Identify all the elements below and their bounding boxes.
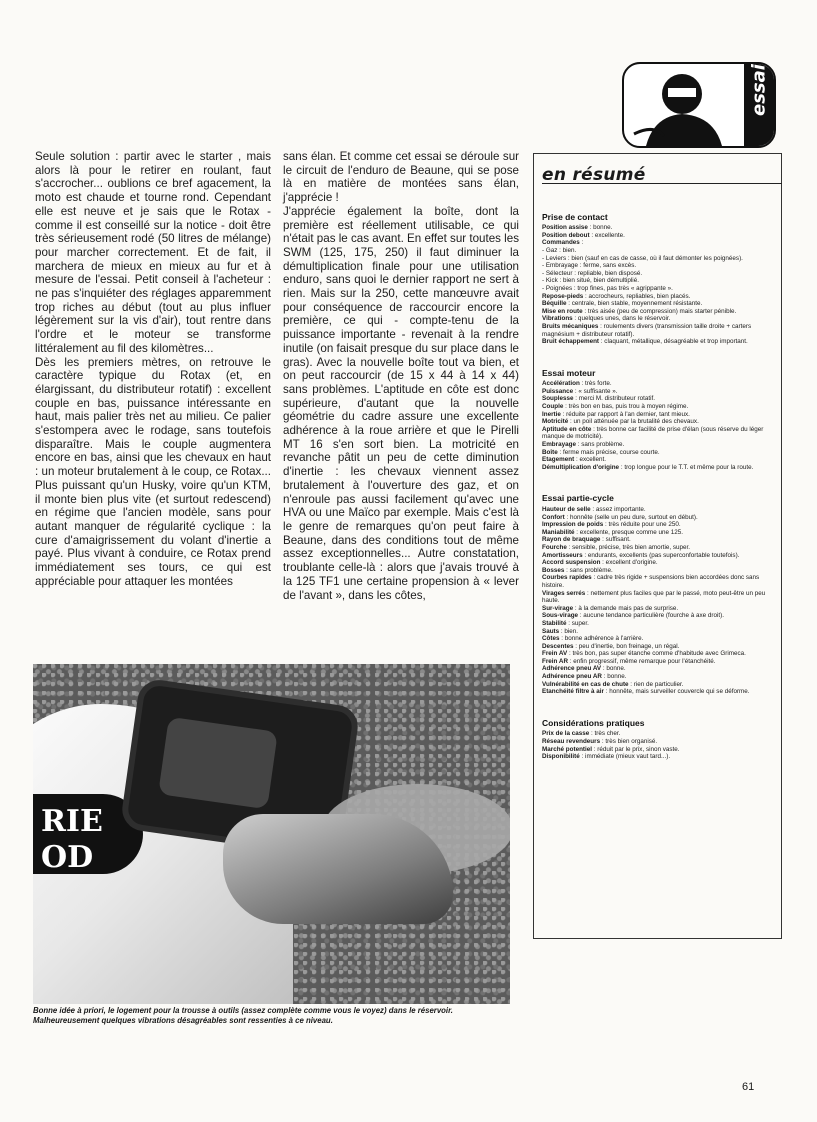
summary-item-text: : suffisant. (600, 536, 631, 544)
summary-item-text: : réduite par rapport à l'an dernier, tant mieux. (560, 410, 690, 418)
summary-item-text: : réduit par le prix, sinon vaste. (592, 745, 680, 753)
summary-item-text: : centrale, bien stable, moyennement résistante. (566, 300, 703, 308)
summary-item-text: : bonne. (587, 224, 613, 232)
photo-tool-kit (33, 664, 510, 1004)
summary-item (542, 650, 773, 658)
summary-section-heading: Prise de contact (542, 211, 608, 222)
summary-item (542, 635, 773, 643)
summary-item-term: Adhérence pneu AR (542, 673, 602, 681)
summary-item (542, 308, 773, 316)
summary-item-term: Vulnérabilité en cas de chute (542, 680, 629, 688)
summary-item-text: : très réduite pour une 250. (603, 521, 681, 529)
page-number: 61 (742, 1081, 755, 1093)
summary-item (542, 315, 773, 323)
summary-item-term: Boîte (542, 448, 558, 456)
summary-item-text: : à la demande mais pas de surprise. (573, 604, 679, 612)
summary-item-text: : très bonne car facilité de prise d'élan (sous réserve du léger manque de motricité). (542, 425, 764, 441)
summary-item-term: Inertie (542, 410, 561, 418)
summary-item (542, 590, 773, 605)
summary-item-term: Accélération (542, 380, 580, 388)
summary-item-term: Etagement (542, 456, 575, 464)
summary-item-term: Descentes (542, 642, 574, 650)
summary-section-heading: Essai moteur (542, 367, 596, 378)
summary-item (542, 628, 773, 636)
summary-box (533, 153, 782, 939)
tank-text-line-2: OD (41, 840, 94, 875)
summary-item (542, 544, 773, 552)
summary-item (542, 441, 773, 449)
summary-item-text: : bien. (559, 627, 579, 635)
summary-item-text: : cadre très rigide + suspensions bien accordées donc sans histoire. (542, 574, 760, 589)
summary-item (542, 746, 773, 754)
summary-item (542, 658, 773, 666)
summary-item-text: : excellente. (589, 231, 625, 239)
summary-title: en résumé (542, 172, 782, 184)
article-column-left (35, 150, 271, 589)
summary-item-term: Commandes (542, 239, 580, 247)
summary-item (542, 323, 773, 338)
summary-item (542, 232, 773, 240)
summary-item-text: - Kick : bien situé, bien démultiplié. (542, 277, 639, 285)
summary-item-text: : sensible, précise, très bien amortie, super. (566, 543, 691, 551)
summary-item-text: : excellent. (574, 456, 607, 464)
essai-logo (622, 62, 776, 148)
summary-item (542, 681, 773, 689)
summary-item-text: : bonne. (601, 673, 627, 681)
summary-item (542, 730, 773, 738)
summary-item (542, 559, 773, 567)
summary-item-text: : un poil atténuée par la brutalité des chevaux. (568, 418, 699, 426)
summary-item-text: : (579, 239, 584, 247)
summary-item (542, 536, 773, 544)
summary-item-text: : honnête, mais surveiller couvercle qui se déforme. (603, 688, 750, 696)
summary-item-text: : très cher. (589, 730, 621, 738)
summary-item-text: : trop longue pour le T.T. et même pour la route. (619, 463, 754, 471)
summary-item (542, 456, 773, 464)
summary-item-text: - Gaz : bien. (542, 246, 577, 254)
summary-item (542, 418, 773, 426)
summary-item (542, 239, 773, 247)
summary-item-term: Rayon de braquage (542, 536, 601, 544)
summary-item (542, 506, 773, 514)
photo-caption: Bonne idée à priori, le logement pour la trousse à outils (assez complète comme vous le voyez) dans le réservoir. Malheureusement quelques vibrations désagréables sont ressenties à ce niveau. (33, 1006, 453, 1025)
summary-item-term: Amortisseurs (542, 551, 583, 559)
summary-item-text: - Poignées : trop fines, pas très « agrippante ». (542, 284, 673, 292)
summary-item-term: Sauts (542, 627, 560, 635)
summary-item (542, 338, 773, 346)
summary-item (542, 738, 773, 746)
summary-item-term: Bruits mécaniques (542, 322, 599, 330)
summary-item (542, 247, 773, 255)
summary-item-term: Disponibilité (542, 753, 580, 761)
tools-pile (223, 814, 453, 924)
summary-item-text: : quelques unes, dans le réservoir. (572, 315, 671, 323)
summary-item (542, 574, 773, 589)
summary-item-term: Bosses (542, 566, 565, 574)
summary-item-term: Puissance (542, 387, 574, 395)
summary-item (542, 665, 773, 673)
summary-sections (542, 211, 773, 761)
summary-item-term: Aptitude en côte (542, 425, 592, 433)
summary-item (542, 449, 773, 457)
summary-item (542, 262, 773, 270)
summary-item-term: Hauteur de selle (542, 506, 591, 513)
summary-item-term: Sur-virage (542, 604, 574, 612)
summary-item (542, 300, 773, 308)
summary-item-text: : très forte. (579, 380, 612, 388)
paragraph: Seule solution : partir avec le starter , mais alors là pour le retirer en roulant, faut s'accrocher... oublions ce bref agacement, la moto est chaude et tourne rond. Cependant elle est neuve et je sais que le Rotax - comme il est conseillé sur la notice - doit être très sérieusement rodé (50 litres de mélange) pour marcher correctement. Et de fait, il marchera de mieux en mieux au fur et à mesure de l'essai. Petit conseil à l'acheteur : ne pas s'inquiéter des réglages apparemment trop riches au début (tout au plus influer légèrement sur la vis d'air), tout rentre dans l'ordre et le moteur se transforme littéralement au fil des kilomètres... (35, 150, 271, 355)
summary-item (542, 255, 773, 263)
summary-item (542, 270, 773, 278)
summary-item-term: Position assise (542, 224, 588, 232)
summary-item (542, 688, 773, 696)
summary-item (542, 395, 773, 403)
summary-item-term: Mise en route (542, 307, 583, 315)
summary-item (542, 620, 773, 628)
summary-item (542, 529, 773, 537)
summary-item-text: - Leviers : bien (sauf en cas de casse, où il faut démonter les poignées). (542, 254, 743, 262)
summary-item-term: Frein AR (542, 657, 569, 665)
summary-item-term: Frein AV (542, 650, 568, 658)
summary-item-text: : aucune tendance particulière (fourche à axe droit). (578, 612, 725, 620)
summary-item-text: : bonne. (601, 665, 626, 673)
summary-item-text: : « suffisante ». (573, 387, 618, 395)
summary-item (542, 277, 773, 285)
summary-item (542, 293, 773, 301)
summary-item-text: - Sélecteur : repliable, bien disposé. (542, 269, 643, 277)
summary-item-text: : merci M. distributeur rotatif. (573, 395, 656, 403)
summary-item-text: : super. (566, 619, 589, 627)
summary-item-text: : sans problème. (575, 441, 625, 449)
summary-item (542, 388, 773, 396)
summary-item (542, 552, 773, 560)
summary-item-term: Souplesse (542, 395, 574, 403)
summary-item-term: Vibrations (542, 315, 573, 323)
summary-item (542, 224, 773, 232)
summary-item-text: : accrocheurs, repliables, bien placés. (583, 292, 691, 300)
tank-decal-text (41, 804, 103, 876)
summary-item-text: : très bien organisé. (600, 738, 658, 746)
summary-item-text: - Embrayage : ferme, sans excès. (542, 262, 637, 270)
summary-item-text: : nettement plus faciles que par le passé, moto peut-être un peu haute. (542, 589, 766, 605)
summary-item-text: : excellente, presque comme une 125. (574, 528, 684, 536)
summary-section-heading: Considérations pratiques (542, 717, 645, 728)
summary-item (542, 285, 773, 293)
summary-item (542, 521, 773, 529)
summary-item-term: Confort (542, 513, 565, 521)
summary-item (542, 673, 773, 681)
summary-item-text: : excellent d'origine. (600, 559, 658, 567)
summary-item (542, 567, 773, 575)
summary-item-term: Côtes (542, 635, 560, 643)
summary-item (542, 464, 773, 472)
summary-item-term: Démultiplication d'origine (542, 463, 620, 471)
paragraph: J'apprécie également la boîte, dont la première est réellement utilisable, ce qui n'était pas le cas avant. En effet sur toutes les SWM (125, 175, 250) il faut diminuer la démultiplication finale pour une utilisation enduro, sans quoi le dernier rapport ne sert à rien. Mais sur la 250, cette manœuvre avait pour conséquence de raccourcir encore la première, ce qui - compte-tenu de la puissance importante - revenait à la rendre inutile (on faisait presque du sur place dans le gras). Avec la nouvelle boîte tout va bien, et on peut raccourcir (de 15 x 44 à 14 x 44) sans problèmes. L'aptitude en côte est donc supérieure, d'autant que la nouvelle géométrie du cadre assure une excellente adhérence à la roue arrière et que le Pirelli MT 16 s'en sort bien. La motricité en revanche pâtit un peu de cette diminution d'inertie : les chevaux viennent assez brutalement à l'ouverture des gaz, et on n'enroule pas aussi facilement qu'avec une HVA ou une Maïco par exemple. Mais c'est là le genre de remarques qu'on peut faire à Beaune, dans des conditions tout de même assez exceptionnelles... Autre constatation, troublante celle-là : alors que j'avais trouvé à la 125 TF1 une certaine propension à « lever de l'avant », dans les côtes, (283, 204, 519, 602)
summary-item-term: Marché potentiel (542, 745, 593, 753)
summary-item-term: Couple (542, 403, 564, 411)
summary-item-term: Adhérence pneu AV (542, 665, 602, 673)
summary-item-term: Etanchéité filtre à air (542, 688, 604, 696)
summary-item-text: : très bon en bas, puis trou à moyen régime. (563, 403, 689, 411)
summary-item-text: : rien de particulier. (628, 680, 684, 688)
summary-item-term: Sous-virage (542, 612, 579, 620)
summary-item-term: Fourche (542, 543, 567, 551)
paragraph: Dès les premiers mètres, on retrouve le caractère typique du Rotax (et, en élargissant, du distributeur rotatif) : excellent couple en bas, puissance intéressante en haut, mais palier très net au milieu. Ce palier s'estompera avec le rodage, sans toutefois disparaître. Mais le couple augmentera encore en bas, ainsi que les chevaux en haut : un moteur brutalement à le coup, ce Rotax... Plus puissant qu'un Husky, voire qu'un KTM, il monte bien plus vite (et surtout redescend) en régime que l'ancien modèle, sans pour autant manquer de régularité cyclique : la cure d'amaigrissement du volant d'inertie a payé. Plus vivant à conduire, ce Rotax prend immédiatement ses tours, ce qui est appréciable pour attaquer les montées (35, 355, 271, 588)
summary-item-term: Réseau revendeurs (542, 738, 601, 746)
summary-item (542, 605, 773, 613)
summary-item (542, 426, 773, 441)
summary-section-heading: Essai partie-cycle (542, 493, 614, 504)
summary-item (542, 643, 773, 651)
lid-compartment (158, 717, 278, 810)
summary-item-text: : roulements divers (transmission taille droite + carters magnésium + distributeur rotatif). (542, 322, 752, 338)
summary-item (542, 514, 773, 522)
summary-item-text: : ferme mais précise, course courte. (557, 448, 660, 456)
summary-item-text: : endurants, excellents (pas superconfortable toutefois). (582, 551, 740, 559)
summary-item-term: Bruit échappement (542, 338, 600, 346)
summary-item-text: : immédiate (mieux vaut tard...). (579, 753, 671, 761)
summary-item-text: : très aisée (peu de compression) mais starter pénible. (582, 307, 737, 315)
logo-word (749, 94, 770, 116)
summary-item (542, 380, 773, 388)
summary-item-text: : sans problème. (564, 566, 613, 574)
rider-helmet-icon (624, 64, 744, 146)
summary-item-text: : peu d'inertie, bon freinage, un régal. (573, 642, 680, 650)
summary-item-text: : enfin progressif, même remarque pour l'étanchéité. (568, 657, 716, 665)
summary-item-term: Virages serrés (542, 589, 586, 597)
summary-item-term: Embrayage (542, 441, 576, 449)
paragraph: sans élan. Et comme cet essai se déroule sur le circuit de l'enduro de Beaune, qui se pose là en matière de montées sans élan, j'apprécie ! (283, 150, 519, 205)
article-column-middle (283, 150, 519, 602)
summary-item-text: : bonne adhérence à l'arrière. (559, 635, 644, 643)
summary-item (542, 753, 773, 761)
summary-item-term: Motricité (542, 418, 569, 426)
summary-item-term: Repose-pieds (542, 292, 584, 300)
summary-item (542, 612, 773, 620)
summary-item-term: Accord suspension (542, 559, 601, 567)
summary-item (542, 411, 773, 419)
tank-text-line-1: RIE (41, 804, 103, 839)
summary-item-text: : assez importante. (590, 506, 646, 513)
summary-item-term: Position debout (542, 231, 590, 239)
summary-item-term: Maniabilité (542, 528, 575, 536)
summary-item-term: Stabilité (542, 619, 567, 627)
summary-item-term: Prix de la casse (542, 730, 590, 738)
summary-item-term: Impression de poids (542, 521, 604, 529)
summary-item-term: Courbes rapides (542, 574, 592, 582)
summary-item (542, 403, 773, 411)
summary-item-text: : très bon, pas super étanche comme d'habitude avec Grimeca. (567, 650, 746, 658)
summary-item-text: : claquant, métallique, désagréable et trop important. (599, 338, 748, 346)
summary-item-term: Béquille (542, 300, 567, 308)
summary-item-text: : honnête (selle un peu dure, surtout en début). (564, 513, 698, 521)
